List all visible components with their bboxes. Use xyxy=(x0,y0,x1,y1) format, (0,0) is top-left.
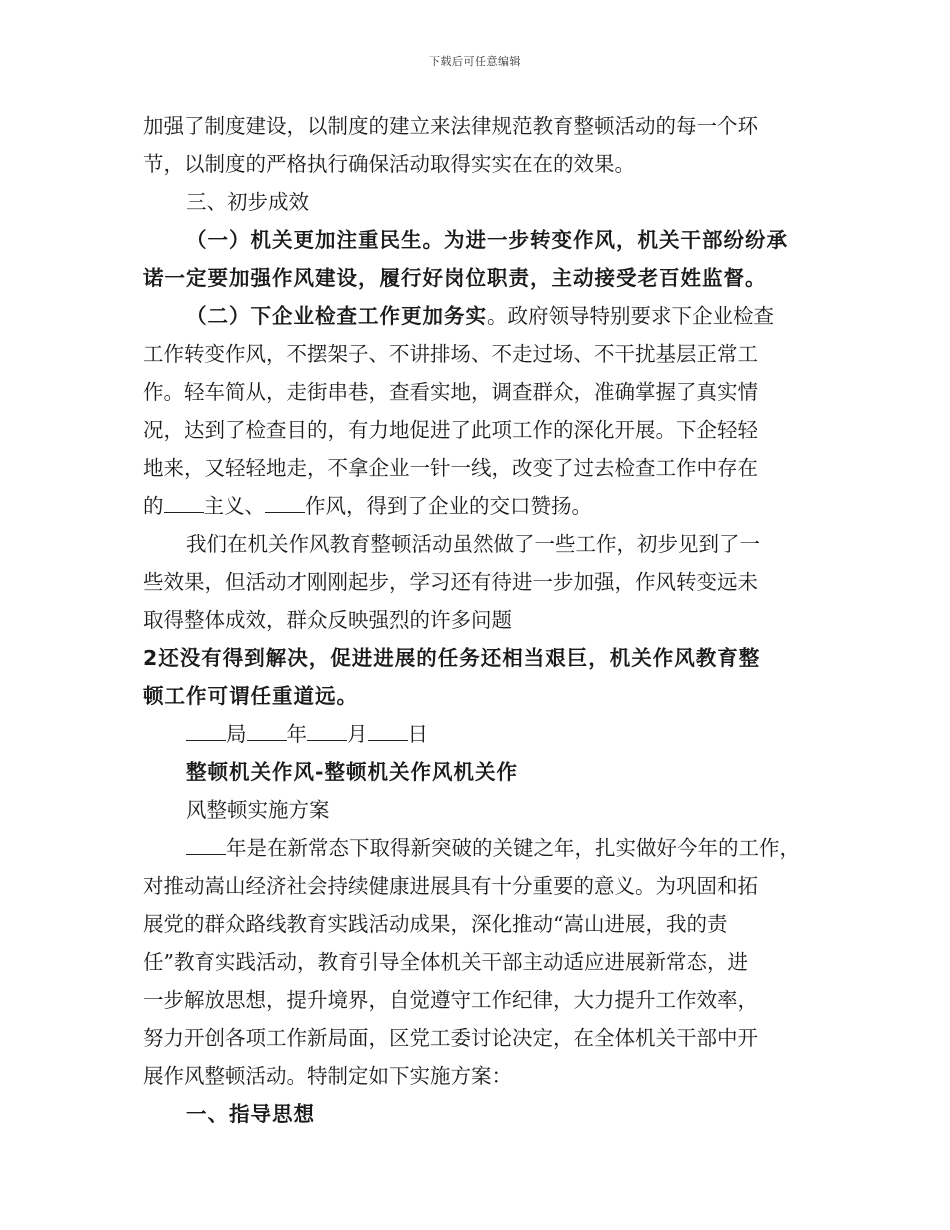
body-text: 的 xyxy=(143,494,164,518)
body-line: 对推动嵩山经济社会持续健康进展具有十分重要的意义。为巩固和拓 xyxy=(143,874,758,898)
doc-title-cont: 风整顿实施方案 xyxy=(186,798,330,822)
body-line: 任”教育实践活动，教育引导全体机关干部主动适应进展新常态，进 xyxy=(143,950,748,974)
section-heading: 三、初步成效 xyxy=(186,190,309,214)
body-line xyxy=(186,302,774,330)
body-line: 取得整体成效，群众反映强烈的许多问题 xyxy=(143,608,512,632)
blank-underline xyxy=(186,722,226,741)
body-line: 加强了制度建设，以制度的建立来法律规范教育整顿活动的每一个环 xyxy=(143,114,758,138)
body-text: 日 xyxy=(407,722,428,746)
body-line: 展作风整顿活动。特制定如下实施方案： xyxy=(143,1064,512,1088)
body-line: 一步解放思想，提升境界，自觉遵守工作纪律，大力提升工作效率， xyxy=(143,988,758,1012)
page-header: 下载后可任意编辑 xyxy=(429,55,521,68)
body-line: 况，达到了检查目的，有力地促进了此项工作的深化开展。下企轻轻 xyxy=(143,418,758,442)
body-line: 作。轻车简从，走街串巷，查看实地，调查群众，准确掌握了真实情 xyxy=(143,380,758,404)
body-text: 。政府领导特别要求下企业检查 xyxy=(487,304,774,328)
blank-underline xyxy=(164,494,204,513)
doc-title: 整顿机关作风-整顿机关作风机关作 xyxy=(186,760,519,784)
body-text: 局 xyxy=(226,722,247,746)
body-line: 地来，又轻轻地走，不拿企业一针一线，改变了过去检查工作中存在 xyxy=(143,456,758,480)
blank-underline xyxy=(247,722,287,741)
body-line: 努力开创各项工作新局面，区党工委讨论决定，在全体机关干部中开 xyxy=(143,1026,758,1050)
body-line: 节，以制度的严格执行确保活动取得实实在在的效果。 xyxy=(143,152,635,176)
blank-underline xyxy=(186,836,226,855)
date-line xyxy=(186,720,428,748)
body-line: 我们在机关作风教育整顿活动虽然做了一些工作，初步见到了一 xyxy=(186,532,760,556)
blank-underline xyxy=(307,722,347,741)
bold-line: 顿工作可谓任重道远。 xyxy=(143,684,358,708)
body-text: 年 xyxy=(286,722,307,746)
blank-underline xyxy=(265,494,305,513)
subheading: （二）下企业检查工作更加务实 xyxy=(186,304,487,328)
body-line xyxy=(186,834,800,862)
body-text: 主义、 xyxy=(203,494,265,518)
body-line: 工作转变作风，不摆架子、不讲排场、不走过场、不干扰基层正常工 xyxy=(143,342,758,366)
body-text: 年是在新常态下取得新突破的关键之年，扎实做好今年的工作， xyxy=(226,836,800,860)
body-text: 月 xyxy=(347,722,368,746)
body-line: 展党的群众路线教育实践活动成果，深化推动“嵩山进展，我的责 xyxy=(143,912,728,936)
bold-line: 2还没有得到解决，促进进展的任务还相当艰巨，机关作风教育整 xyxy=(143,646,761,670)
body-line: 些效果，但活动才刚刚起步，学习还有待进一步加强，作风转变远未 xyxy=(143,570,758,594)
body-text: 作风，得到了企业的交口赞扬。 xyxy=(305,494,592,518)
section-heading: 一、指导思想 xyxy=(186,1102,315,1126)
bold-line: （一）机关更加注重民生。为进一步转变作风，机关干部纷纷承 xyxy=(186,228,788,252)
bold-line: 诺一定要加强作风建设，履行好岗位职责，主动接受老百姓监督。 xyxy=(143,266,767,290)
blank-underline xyxy=(368,722,408,741)
body-line xyxy=(143,492,592,520)
